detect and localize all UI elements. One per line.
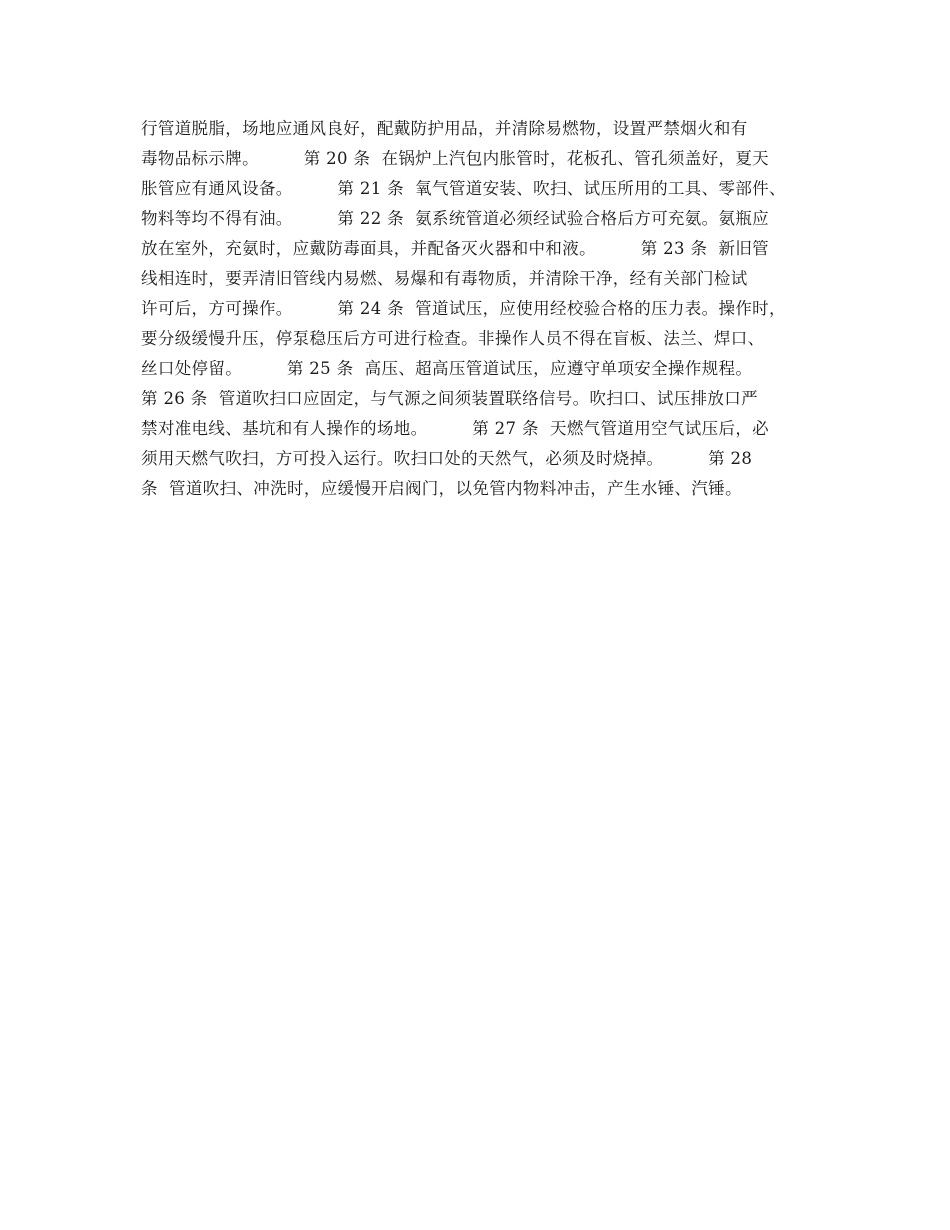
text-line-11: 禁对准电线、基坑和有人操作的场地。 第 27 条 天燃气管道用空气试压后，必 [141, 419, 770, 438]
text-line-10: 第 26 条 管道吹扫口应固定，与气源之间须装置联络信号。吹扫口、试压排放口严 [141, 389, 758, 408]
body-text [141, 114, 821, 504]
text-line-1: 行管道脱脂，场地应通风良好，配戴防护用品，并清除易燃物，设置严禁烟火和有 [141, 119, 748, 138]
text-line-9: 丝口处停留。 第 25 条 高压、超高压管道试压，应遵守单项安全操作规程。 [141, 359, 753, 378]
text-line-8: 要分级缓慢升压，停泵稳压后方可进行检查。非操作人员不得在盲板、法兰、焊口、 [141, 329, 765, 348]
text-line-7: 许可后，方可操作。 第 24 条 管道试压，应使用经校验合格的压力表。操作时， [141, 299, 786, 318]
text-line-5: 放在室外，充氨时，应戴防毒面具，并配备灭火器和中和液。 第 23 条 新旧管 [141, 239, 770, 258]
text-line-13: 条 管道吹扫、冲洗时，应缓慢开启阀门，以免管内物料冲击，产生水锤、汽锤。 [141, 479, 742, 498]
text-line-4: 物料等均不得有油。 第 22 条 氨系统管道必须经试验合格后方可充氨。氨瓶应 [141, 209, 770, 228]
text-line-6: 线相连时，要弄清旧管线内易燃、易爆和有毒物质，并清除干净，经有关部门检试 [141, 269, 748, 288]
text-line-3: 胀管应有通风设备。 第 21 条 氧气管道安装、吹扫、试压所用的工具、零部件、 [141, 179, 786, 198]
text-line-12: 须用天燃气吹扫，方可投入运行。吹扫口处的天然气，必须及时烧掉。 第 28 [141, 449, 753, 468]
text-line-2: 毒物品标示牌。 第 20 条 在锅炉上汽包内胀管时，花板孔、管孔须盖好，夏天 [141, 149, 770, 168]
